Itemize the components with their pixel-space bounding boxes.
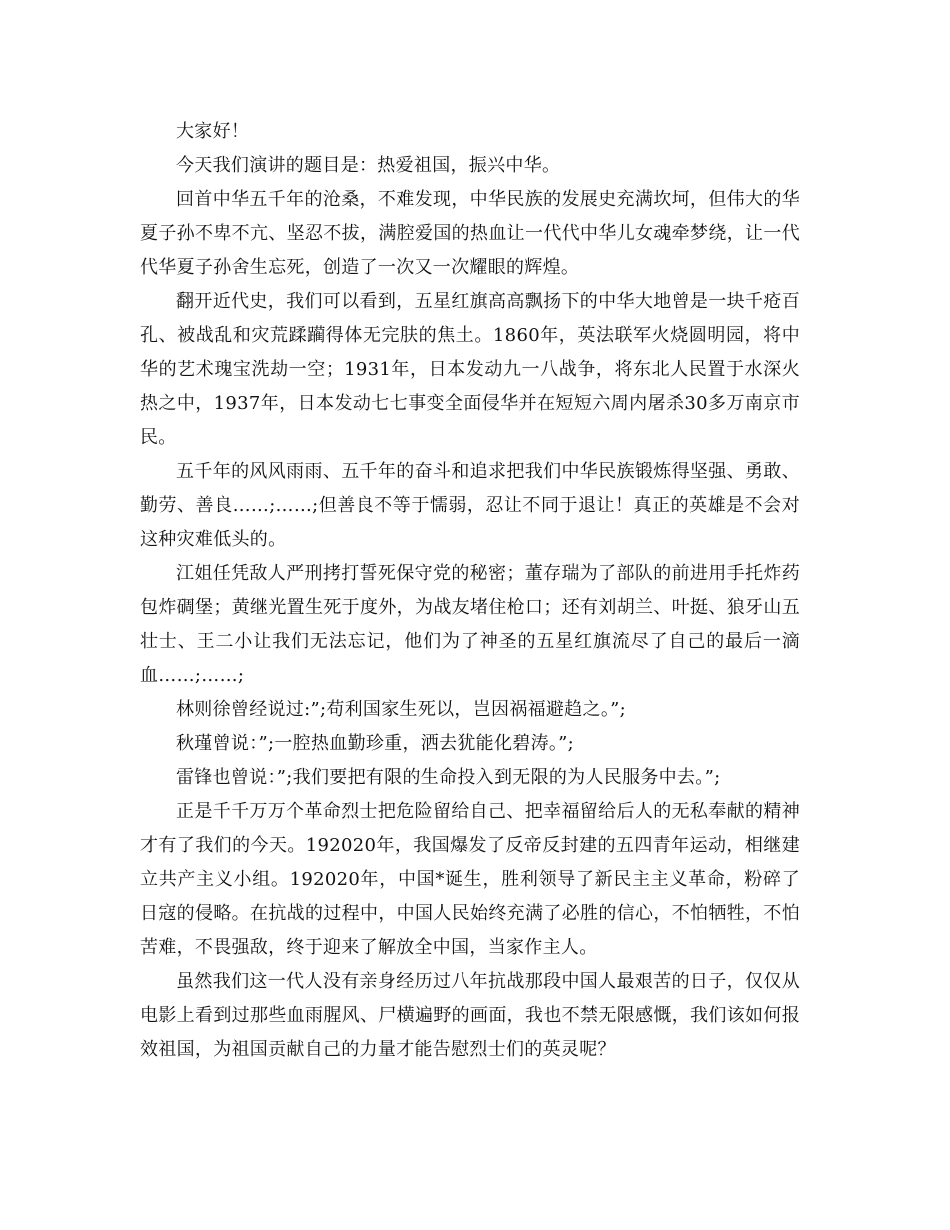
paragraph-five-thousand-years: 五千年的风风雨雨、五千年的奋斗和追求把我们中华民族锻炼得坚强、勇敢、勤劳、善良……;……;但善良不等于懦弱，忍让不同于退让！真正的英雄是不会对这种灾难低头的。 (140, 461, 800, 550)
paragraph-modern-history: 翻开近代史，我们可以看到，五星红旗高高飘扬下的中华大地曾是一块千疮百孔、被战乱和灾荒蹂躏得体无完肤的焦土。1860年，英法联军火烧圆明园，将中华的艺术瑰宝洗劫一空；1931年，日本发动九一八战争，将东北人民置于水深火热之中，1937年，日本发动七七事变全面侵华并在短短六周内屠杀30多万南京市民。 (140, 291, 800, 448)
paragraph-heroes: 江姐任凭敌人严刑拷打誓死保守党的秘密；董存瑞为了部队的前进用手托炸药包炸碉堡；黄继光置生死于度外，为战友堵住枪口；还有刘胡兰、叶挺、狼牙山五壮士、王二小让我们无法忘记，他们为了神圣的五星红旗流尽了自己的最后一滴血……;……; (140, 563, 800, 686)
paragraph-history: 回首中华五千年的沧桑，不难发现，中华民族的发展史充满坎坷，但伟大的华夏子孙不卑不亢、坚忍不拔，满腔爱国的热血让一代代中华儿女魂牵梦绕，让一代代华夏子孙舍生忘死，创造了一次又一次耀眼的辉煌。 (140, 189, 800, 278)
paragraph-topic: 今天我们演讲的题目是：热爱祖国，振兴中华。 (176, 155, 561, 176)
speech-body (140, 115, 800, 1067)
paragraph-quote-qiu-jin: 秋瑾曾说：”;一腔热血勤珍重，洒去犹能化碧涛。”; (176, 733, 575, 754)
paragraph-quote-lin-zexu: 林则徐曾经说过:”;苟利国家生死以，岂因祸福避趋之。”; (176, 699, 626, 720)
paragraph-reflection: 虽然我们这一代人没有亲身经历过八年抗战那段中国人最艰苦的日子，仅仅从电影上看到过那些血雨腥风、尸横遍野的画面，我也不禁无限感慨，我们该如何报效祖国，为祖国贡献自己的力量才能告慰烈士们的英灵呢？ (140, 971, 800, 1060)
paragraph-revolution: 正是千千万万个革命烈士把危险留给自己、把幸福留给后人的无私奉献的精神才有了我们的今天。192020年，我国爆发了反帝反封建的五四青年运动，相继建立共产主义小组。192020年，中国*诞生，胜利领导了新民主主义革命，粉碎了日寇的侵略。在抗战的过程中，中国人民始终充满了必胜的信心，不怕牺牲，不怕苦难，不畏强敌，终于迎来了解放全中国，当家作主人。 (140, 801, 800, 958)
paragraph-quote-lei-feng: 雷锋也曾说：”;我们要把有限的生命投入到无限的为人民服务中去。”; (176, 767, 721, 788)
paragraph-greeting: 大家好！ (176, 121, 250, 142)
